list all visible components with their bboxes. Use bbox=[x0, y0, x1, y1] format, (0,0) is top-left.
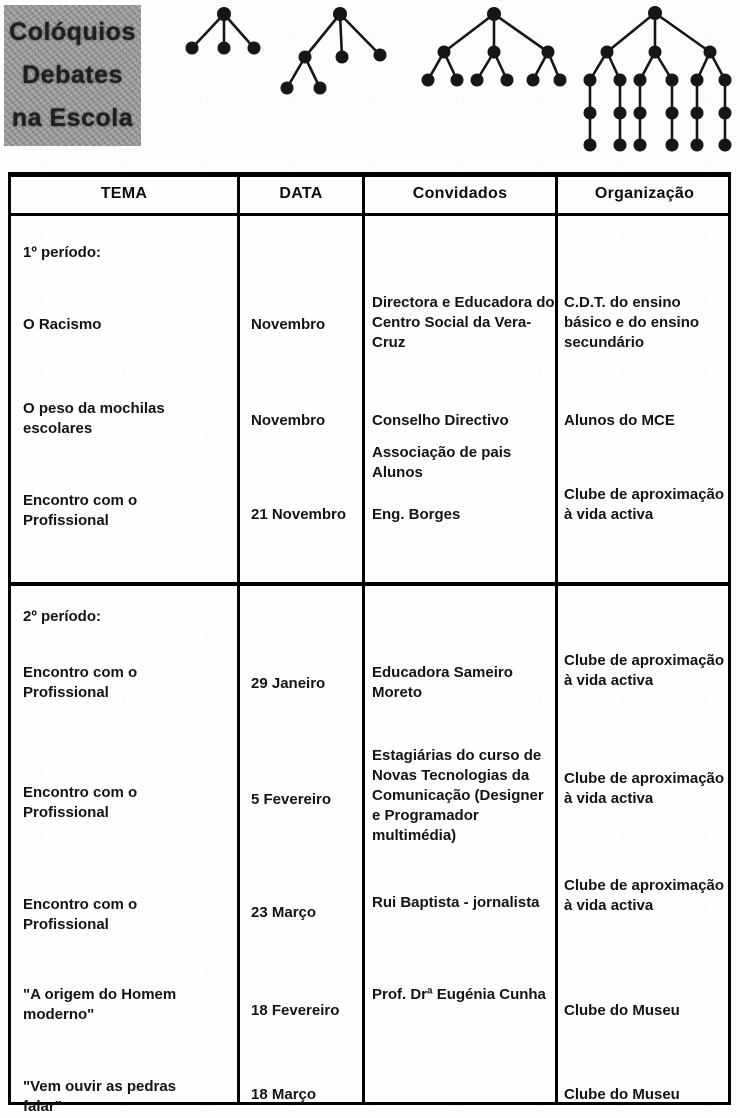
cell-convidados-extra: Associação de pais Alunos bbox=[372, 444, 512, 481]
cell-organizacao: Clube de aproximação à vida activa bbox=[564, 770, 725, 807]
cell-convidados: Prof. Drª Eugénia Cunha bbox=[372, 986, 546, 1003]
page-title-line-3: na Escola bbox=[11, 104, 134, 132]
cell-data: 23 Março bbox=[251, 904, 317, 921]
column-header-tema: TEMA bbox=[100, 185, 148, 202]
cell-data: 5 Fevereiro bbox=[251, 791, 332, 808]
tree-diagram-4 bbox=[584, 6, 732, 152]
tree-diagram-3 bbox=[422, 7, 567, 87]
cell-tema: Encontro com o Profissional bbox=[23, 896, 138, 933]
page-title-line-2: Debates bbox=[22, 61, 123, 89]
schedule-table bbox=[8, 172, 731, 1115]
page-title-line-1: Colóquios bbox=[9, 18, 136, 46]
section-divider bbox=[11, 582, 728, 586]
cell-data: 21 Novembro bbox=[251, 506, 347, 523]
cell-convidados: Rui Baptista - jornalista bbox=[372, 894, 540, 911]
cell-organizacao: Clube do Museu bbox=[564, 1002, 680, 1019]
cell-data: 18 Março bbox=[251, 1086, 317, 1103]
page-title bbox=[4, 5, 141, 146]
cell-convidados: Eng. Borges bbox=[372, 506, 461, 523]
cell-data: 18 Fevereiro bbox=[251, 1002, 340, 1019]
cell-tema: Encontro com o Profissional bbox=[23, 784, 138, 821]
tree-diagram-2 bbox=[281, 7, 387, 95]
cell-tema: O peso da mochilas escolares bbox=[23, 400, 165, 437]
cell-organizacao: Clube do Museu bbox=[564, 1086, 680, 1103]
section-label: 1º período: bbox=[23, 244, 101, 261]
cell-tema: Encontro com o Profissional bbox=[23, 492, 138, 529]
tree-diagram-1 bbox=[186, 7, 261, 55]
cell-data: Novembro bbox=[251, 316, 326, 333]
cell-convidados: Conselho Directivo bbox=[372, 412, 509, 429]
column-header-organizacao: Organização bbox=[594, 185, 695, 202]
column-divider-1 bbox=[237, 177, 240, 1102]
cell-tema: O Racismo bbox=[23, 316, 102, 333]
cell-tema: "A origem do Homem moderno" bbox=[23, 986, 177, 1023]
column-header-convidados: Convidados bbox=[412, 185, 508, 202]
header-row-divider bbox=[11, 213, 728, 216]
cell-organizacao: C.D.T. do ensino básico e do ensino secundário bbox=[564, 294, 700, 351]
tree-diagrams-svg bbox=[150, 0, 740, 168]
column-header-data: DATA bbox=[279, 185, 323, 202]
cell-organizacao: Alunos do MCE bbox=[564, 412, 675, 429]
cell-data: Novembro bbox=[251, 412, 326, 429]
cell-convidados: Educadora Sameiro Moreto bbox=[372, 664, 513, 701]
cell-convidados: Directora e Educadora do Centro Social da Vera-Cruz bbox=[372, 294, 555, 351]
cell-tema: "Vem ouvir as pedras falar" bbox=[23, 1078, 177, 1115]
cell-organizacao: Clube de aproximação à vida activa bbox=[564, 486, 725, 523]
section-label: 2º período: bbox=[23, 608, 101, 625]
cell-convidados: Estagiárias do curso de Novas Tecnologias da Comunicação (Designer e Programador multimédia) bbox=[372, 747, 544, 844]
cell-organizacao: Clube de aproximação à vida activa bbox=[564, 877, 725, 914]
cell-data: 29 Janeiro bbox=[251, 675, 326, 692]
cell-tema: Encontro com o Profissional bbox=[23, 664, 138, 701]
tree-diagrams bbox=[150, 0, 740, 168]
cell-organizacao: Clube de aproximação à vida activa bbox=[564, 652, 725, 689]
